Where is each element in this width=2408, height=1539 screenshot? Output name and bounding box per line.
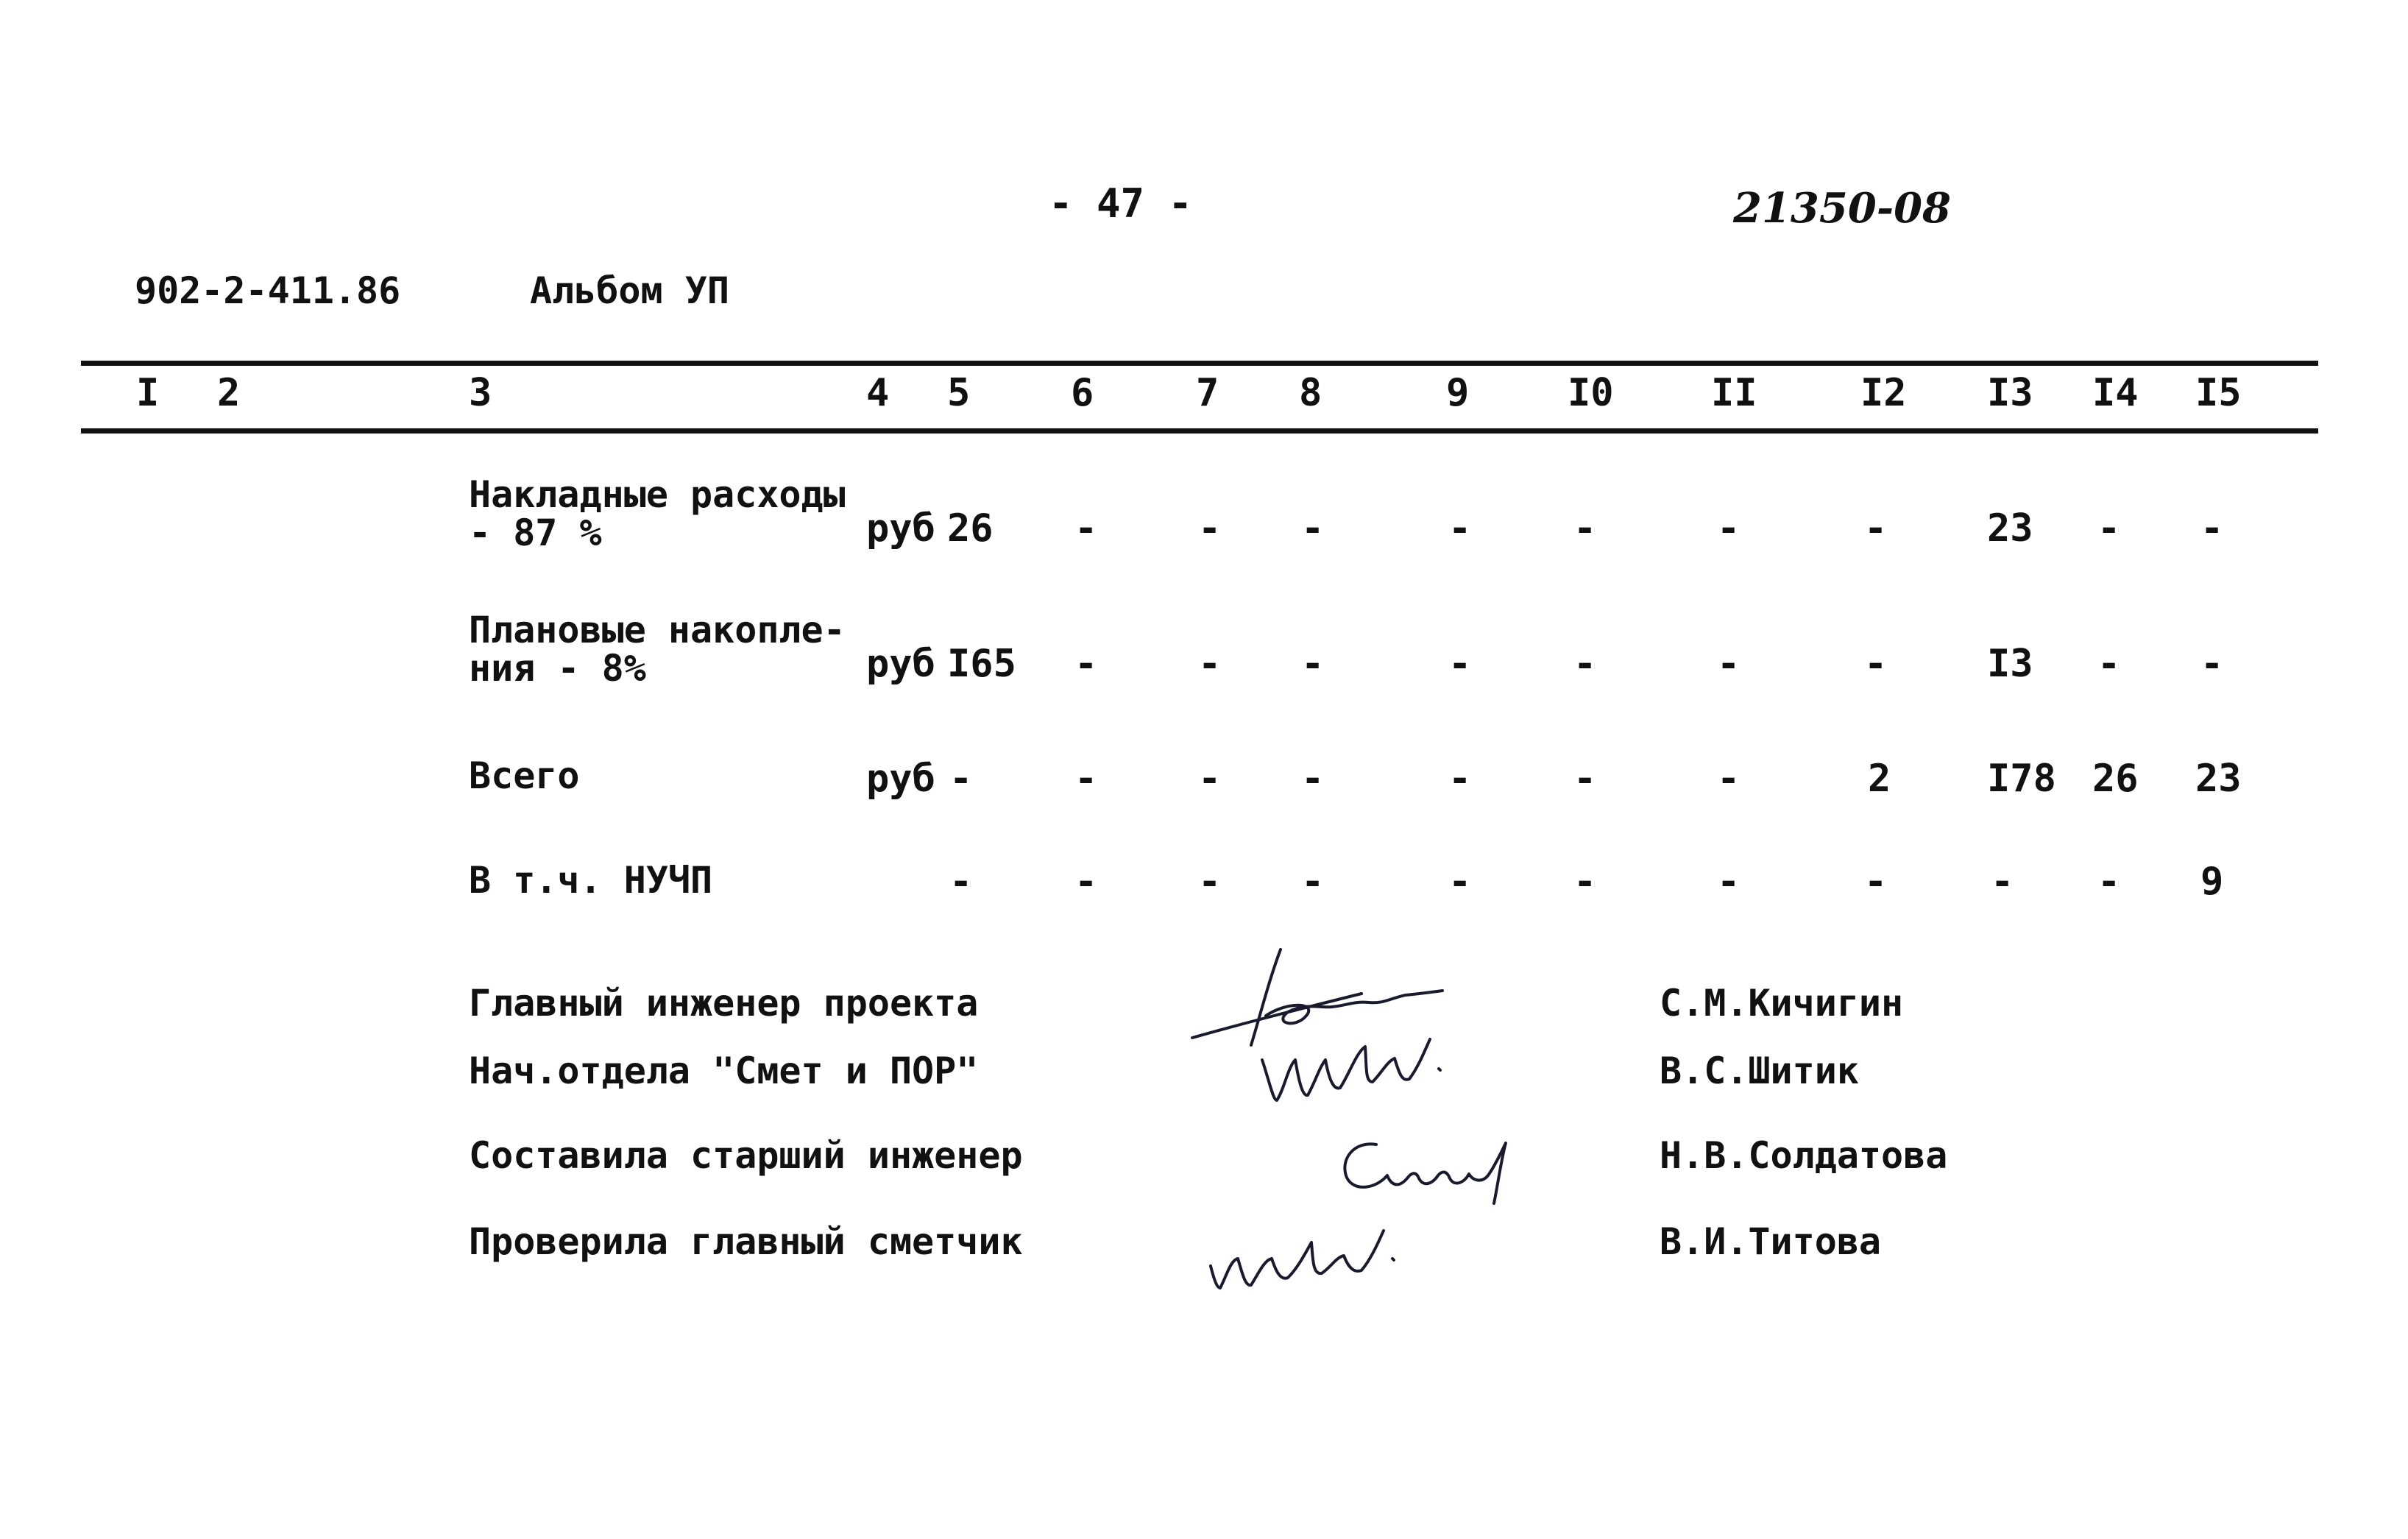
- value-cell: -: [2200, 642, 2224, 686]
- value-cell: -: [1717, 757, 1741, 801]
- handwritten-signature: [1255, 1030, 1490, 1119]
- handwritten-signature: [1325, 1130, 1545, 1218]
- album-label: Альбом УП: [530, 269, 729, 312]
- row-label: В т.ч. НУЧП: [469, 859, 713, 902]
- value-cell: I78: [1987, 757, 2056, 801]
- value-cell: -: [1448, 757, 1472, 801]
- value-cell: 23: [2195, 757, 2242, 801]
- column-header: 6: [1071, 371, 1094, 415]
- value-cell: -: [1074, 506, 1098, 551]
- document-code: 21350-08: [1733, 184, 1951, 233]
- value-cell: -: [1198, 506, 1222, 551]
- value-cell: -: [1074, 757, 1098, 801]
- column-header: I2: [1860, 371, 1907, 415]
- value-cell: 2: [1868, 757, 1891, 801]
- value-cell: -: [1717, 642, 1741, 686]
- value-cell: -: [1301, 642, 1325, 686]
- value-cell: -: [1198, 757, 1222, 801]
- column-header: 2: [217, 371, 241, 415]
- row-label: Накладные расходы - 87 %: [469, 473, 846, 554]
- value-cell: -: [2097, 860, 2121, 904]
- value-cell: -: [1573, 860, 1597, 904]
- value-cell: I3: [1987, 642, 2033, 686]
- value-cell: -: [1448, 642, 1472, 686]
- value-cell: -: [1864, 860, 1888, 904]
- value-cell: -: [1448, 506, 1472, 551]
- value-cell: -: [949, 860, 973, 904]
- value-cell: -: [1573, 642, 1597, 686]
- value-cell: -: [1198, 642, 1222, 686]
- value-cell: -: [2200, 506, 2224, 551]
- signatory-name: С.М.Кичигин: [1660, 982, 1904, 1025]
- column-header: 5: [947, 371, 971, 415]
- value-cell: 23: [1987, 506, 2033, 551]
- unit-cell: руб: [866, 757, 935, 801]
- column-header: 9: [1446, 371, 1470, 415]
- value-cell: -: [1717, 506, 1741, 551]
- unit-cell: руб: [866, 642, 935, 686]
- value-cell: -: [1717, 860, 1741, 904]
- value-cell: I65: [947, 642, 1016, 686]
- column-header: 8: [1299, 371, 1322, 415]
- value-cell: -: [1074, 642, 1098, 686]
- value-cell: -: [1448, 860, 1472, 904]
- signatory-title: Главный инженер проекта: [469, 982, 979, 1025]
- signatory-name: Н.В.Солдатова: [1660, 1134, 1948, 1177]
- column-header: I5: [2195, 371, 2242, 415]
- value-cell: -: [1301, 757, 1325, 801]
- signatory-name: В.И.Титова: [1660, 1220, 1882, 1263]
- value-cell: -: [1074, 860, 1098, 904]
- value-cell: -: [1864, 506, 1888, 551]
- handwritten-signature: [1200, 1214, 1450, 1303]
- table-header-rule: [81, 428, 2318, 434]
- value-cell: -: [1198, 860, 1222, 904]
- value-cell: -: [1573, 757, 1597, 801]
- value-cell: 9: [2200, 860, 2224, 904]
- column-header: 4: [866, 371, 890, 415]
- unit-cell: руб: [866, 506, 935, 551]
- value-cell: -: [2097, 506, 2121, 551]
- table-top-rule: [81, 361, 2318, 366]
- signatory-name: В.С.Шитик: [1660, 1050, 1859, 1092]
- column-header: I4: [2092, 371, 2139, 415]
- value-cell: -: [1573, 506, 1597, 551]
- column-header: 7: [1196, 371, 1219, 415]
- page-number: - 47 -: [1049, 180, 1193, 227]
- signatory-title: Составила старший инженер: [469, 1134, 1023, 1177]
- column-header: I: [136, 371, 160, 415]
- column-header: I3: [1987, 371, 2033, 415]
- value-cell: -: [1864, 642, 1888, 686]
- signatory-title: Проверила главный сметчик: [469, 1220, 1023, 1263]
- column-header: 3: [469, 371, 492, 415]
- signatory-title: Нач.отдела "Смет и ПОР": [469, 1050, 979, 1092]
- value-cell: -: [1991, 860, 2014, 904]
- value-cell: -: [1301, 506, 1325, 551]
- column-header: II: [1711, 371, 1757, 415]
- value-cell: -: [949, 757, 973, 801]
- value-cell: 26: [2092, 757, 2139, 801]
- project-number: 902-2-411.86: [135, 269, 401, 312]
- value-cell: -: [1301, 860, 1325, 904]
- column-header: I0: [1568, 371, 1614, 415]
- value-cell: -: [2097, 642, 2121, 686]
- row-label: Плановые накопле- ния - 8%: [469, 609, 846, 690]
- row-label: Всего: [469, 754, 580, 797]
- value-cell: 26: [947, 506, 994, 551]
